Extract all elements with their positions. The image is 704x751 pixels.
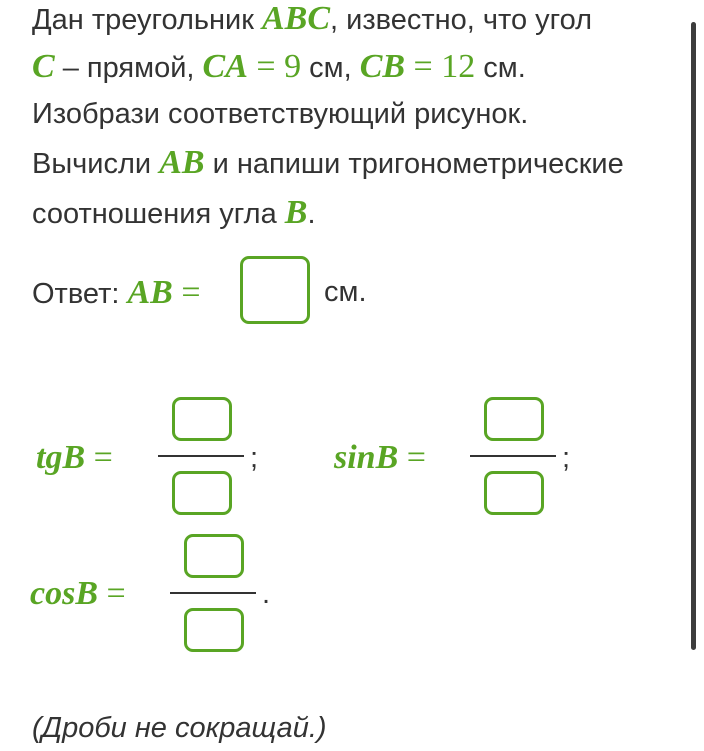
problem-line-2: C – прямой, CA = 9 см, CB = 12 см. bbox=[32, 48, 526, 85]
answer-label: Ответ: bbox=[32, 278, 128, 310]
vertical-scrollbar[interactable] bbox=[691, 22, 696, 650]
value-ca: 9 bbox=[284, 48, 302, 85]
sin-denominator-input[interactable] bbox=[484, 471, 544, 515]
sin-separator: ; bbox=[562, 442, 571, 474]
tg-numerator-input[interactable] bbox=[172, 397, 232, 441]
sin-numerator-input[interactable] bbox=[484, 397, 544, 441]
problem-line-5: соотношения угла B. bbox=[32, 194, 316, 231]
cos-fraction-bar bbox=[170, 592, 256, 594]
sin-fraction-bar bbox=[470, 455, 556, 457]
cos-label: cosB = bbox=[30, 575, 126, 612]
problem-line-1: Дан треугольник ABC, известно, что угол bbox=[32, 0, 592, 37]
answer-unit: см. bbox=[324, 276, 367, 308]
math-c: C bbox=[32, 48, 55, 85]
tg-fraction-bar bbox=[158, 455, 244, 457]
math-b: B bbox=[284, 194, 308, 231]
answer-math-ab: AB bbox=[127, 274, 173, 311]
value-cb: 12 bbox=[441, 48, 476, 85]
math-cb: CB bbox=[359, 48, 406, 85]
note-text: (Дроби не сокращай.) bbox=[32, 712, 327, 744]
tg-denominator-input[interactable] bbox=[172, 471, 232, 515]
math-ab: AB bbox=[159, 144, 205, 181]
tg-separator: ; bbox=[250, 442, 259, 474]
cos-separator: . bbox=[262, 578, 271, 610]
cos-denominator-input[interactable] bbox=[184, 608, 244, 652]
answer-ab-input[interactable] bbox=[240, 256, 310, 324]
sin-label: sinB = bbox=[334, 439, 426, 476]
math-ca: CA bbox=[202, 48, 248, 85]
problem-line-3: Изобрази соответствующий рисунок. bbox=[32, 98, 529, 130]
answer-row: Ответ: AB = bbox=[32, 274, 201, 311]
problem-line-4: Вычисли AB и напиши тригонометрические bbox=[32, 144, 624, 181]
tg-label: tgB = bbox=[36, 439, 113, 476]
math-abc: ABC bbox=[261, 0, 331, 37]
cos-numerator-input[interactable] bbox=[184, 534, 244, 578]
